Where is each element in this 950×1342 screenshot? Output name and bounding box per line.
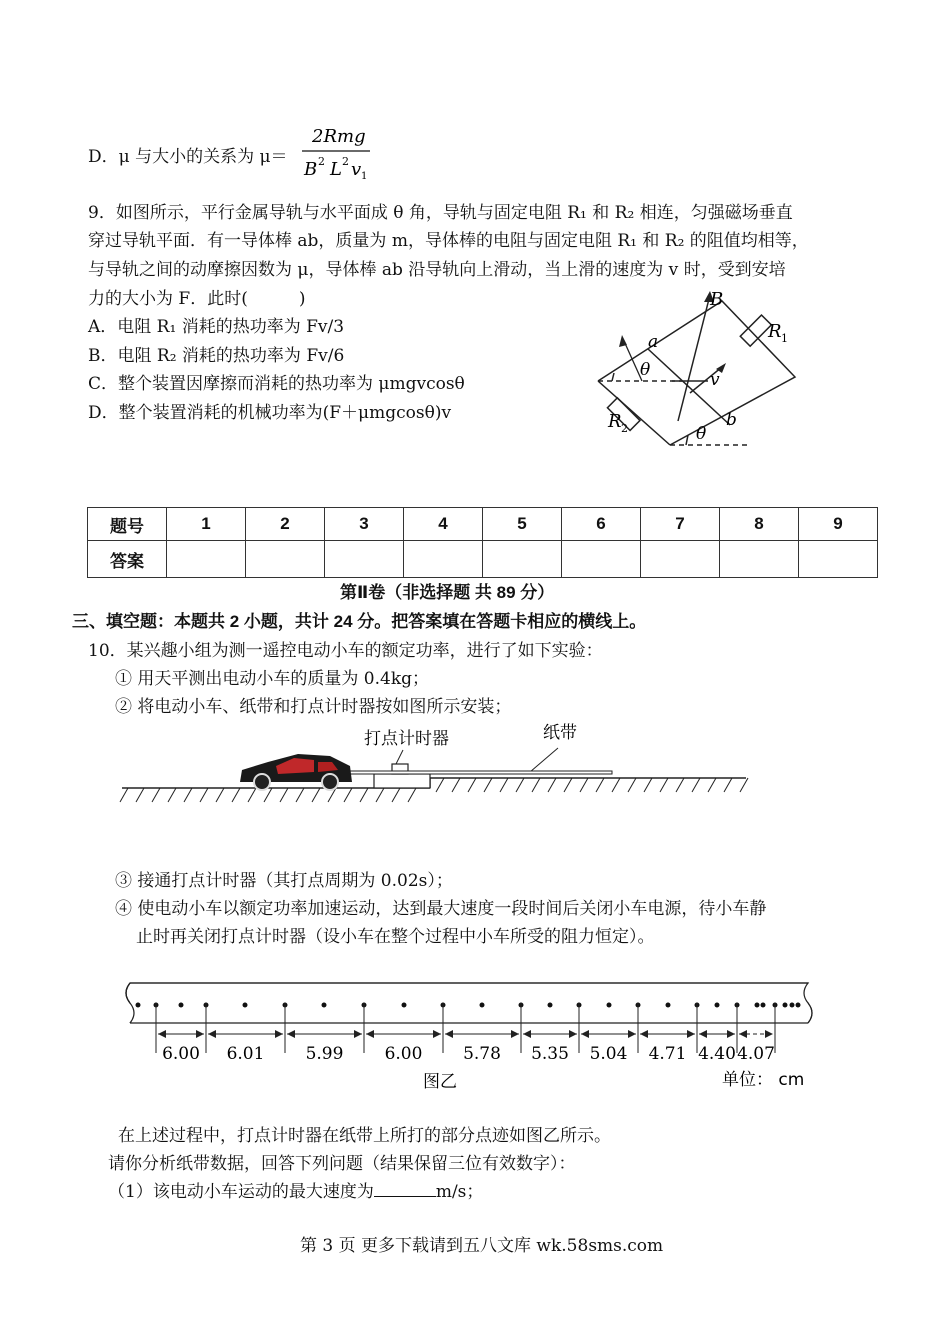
svg-text:R: R <box>768 321 782 342</box>
tape-segment-label: 5.35 <box>531 1044 569 1064</box>
arrowhead-icon <box>569 1030 577 1038</box>
tape-dot <box>761 1003 766 1008</box>
rail-diagram <box>590 285 805 450</box>
q9-line1: 9．如图所示，平行金属导轨与水平面成 θ 角，导轨与固定电阻 R₁ 和 R₂ 相连，匀强磁场垂直 <box>88 203 793 223</box>
tape-dot <box>607 1003 612 1008</box>
tape-dot <box>548 1003 553 1008</box>
section-heading: 三、填空题：本题共 2 小题，共计 24 分。把答案填在答题卡相应的横线上。 <box>72 612 647 631</box>
q9-line3: 与导轨之间的动摩擦因数为 μ，导体棒 ab 沿导轨向上滑动，当上滑的速度为 v 时，受到安培 <box>88 260 786 280</box>
tape-segment-label: 6.00 <box>162 1044 200 1064</box>
svg-text:1: 1 <box>781 332 788 345</box>
tape-dot <box>783 1003 788 1008</box>
tape-dot <box>243 1003 248 1008</box>
car-icon <box>240 754 352 790</box>
arrowhead-icon <box>354 1030 362 1038</box>
tape-dot <box>179 1003 184 1008</box>
tape-dot <box>402 1003 407 1008</box>
answer-blank[interactable] <box>374 1196 436 1197</box>
arrowhead-icon <box>208 1030 216 1038</box>
answer-cell[interactable] <box>167 541 246 578</box>
tape-dot <box>796 1003 801 1008</box>
q10-sub1: （1）该电动小车运动的最大速度为 m/s； <box>108 1182 484 1202</box>
arrowhead-icon <box>158 1030 166 1038</box>
timer-label: 打点计时器 <box>364 729 449 749</box>
table-header-cell: 题号 <box>88 508 167 541</box>
q10-para2: 请你分析纸带数据，回答下列问题（结果保留三位有效数字）： <box>108 1154 576 1174</box>
answer-row-label: 答案 <box>88 541 167 578</box>
tape-segment-label: 6.01 <box>226 1044 265 1064</box>
svg-text:a: a <box>648 332 659 352</box>
q9-option-c: C．整个装置因摩擦而消耗的热功率为 μmgvcosθ <box>88 374 465 394</box>
q10-para1: 在上述过程中，打点计时器在纸带上所打的部分点迹如图乙所示。 <box>118 1126 611 1146</box>
arrowhead-icon <box>511 1030 519 1038</box>
svg-text:θ: θ <box>640 360 651 380</box>
q10-intro: 10．某兴趣小组为测一遥控电动小车的额定功率，进行了如下实验： <box>88 641 603 661</box>
svg-text:b: b <box>726 410 737 430</box>
q10-step2: ② 将电动小车、纸带和打点计时器按如图所示安装； <box>115 697 512 717</box>
q10-step3: ③ 接通打点计时器（其打点周期为 0.02s）； <box>115 871 453 891</box>
tape-dot <box>666 1003 671 1008</box>
q8-option-d: D．μ 与大小的关系为 μ＝ <box>88 147 288 167</box>
tape-dot <box>790 1003 795 1008</box>
q9-line4: 力的大小为 F．此时( ) <box>88 289 306 309</box>
arrowhead-icon <box>433 1030 441 1038</box>
arrowhead-icon <box>640 1030 648 1038</box>
q8-fraction <box>298 120 378 182</box>
arrow-up-left-icon <box>619 335 627 347</box>
q9-option-a: A．电阻 R₁ 消耗的热功率为 Fv/3 <box>88 317 345 337</box>
arrowhead-icon <box>687 1030 695 1038</box>
tape-dot <box>715 1003 720 1008</box>
svg-text:B: B <box>304 159 318 180</box>
tape-segment-label: 5.04 <box>589 1044 628 1064</box>
q9-option-d: D．整个装置消耗的机械功率为(F＋μmgcosθ)v <box>88 403 452 423</box>
tape-segment-label: 6.00 <box>384 1044 423 1064</box>
svg-text:2: 2 <box>318 155 325 168</box>
svg-text:v: v <box>351 159 362 180</box>
svg-text:L: L <box>330 159 342 180</box>
tape-dot <box>755 1003 760 1008</box>
svg-text:2: 2 <box>342 155 349 168</box>
tape-segment-label: 4.71 <box>648 1044 687 1064</box>
tape-segment-label: 5.78 <box>463 1044 501 1064</box>
arrowhead-icon <box>727 1030 735 1038</box>
arrowhead-icon <box>628 1030 636 1038</box>
tape-label: 纸带 <box>543 723 577 743</box>
tape-dot <box>322 1003 327 1008</box>
arrowhead-icon <box>581 1030 589 1038</box>
q10-step4a: ④ 使电动小车以额定功率加速运动，达到最大速度一段时间后关闭小车电源，待小车静 <box>115 899 767 919</box>
arrowhead-icon <box>765 1030 773 1038</box>
tape-segment-label: 4.07 <box>737 1044 775 1064</box>
arrowhead-icon <box>366 1030 374 1038</box>
arrowhead-icon <box>699 1030 707 1038</box>
svg-text:R: R <box>608 411 622 432</box>
tape-dot <box>480 1003 485 1008</box>
svg-text:2: 2 <box>621 422 628 435</box>
section-title: 第Ⅱ卷（非选择题 共 89 分） <box>340 583 555 602</box>
arrowhead-icon <box>739 1030 747 1038</box>
tape-dot <box>136 1003 141 1008</box>
arrowhead-icon <box>196 1030 204 1038</box>
q10-step4b: 止时再关闭打点计时器（设小车在整个过程中小车所受的阻力恒定）。 <box>136 927 655 947</box>
svg-text:v: v <box>710 370 720 390</box>
svg-text:1: 1 <box>361 171 368 182</box>
arrowhead-icon <box>523 1030 531 1038</box>
apparatus-diagram <box>118 718 753 810</box>
tape-segment-label: 5.99 <box>305 1044 344 1064</box>
svg-text:θ: θ <box>696 424 707 444</box>
q9-line2: 穿过导轨平面．有一导体棒 ab，质量为 m，导体棒的电阻与固定电阻 R₁ 和 R₂ 的阻值均相等， <box>88 231 809 251</box>
frac-numerator: 2Rmg <box>312 126 366 147</box>
label-b: B <box>710 289 724 310</box>
unit-label: 单位： cm <box>722 1070 805 1090</box>
q9-option-b: B．电阻 R₂ 消耗的热功率为 Fv/6 <box>88 346 345 366</box>
tape-diagram <box>118 975 818 1090</box>
arrowhead-icon <box>287 1030 295 1038</box>
answer-table: 题号 1 2 3 4 5 6 7 8 9 答案 <box>87 507 878 578</box>
fig-caption: 图乙 <box>423 1072 457 1090</box>
q10-step1: ① 用天平测出电动小车的质量为 0.4kg； <box>115 669 430 689</box>
tape-segment-label: 4.40 <box>698 1044 736 1064</box>
page-footer: 第 3 页 更多下载请到五八文库 wk.58sms.com <box>300 1236 664 1256</box>
arrowhead-icon <box>445 1030 453 1038</box>
arrowhead-icon <box>275 1030 283 1038</box>
